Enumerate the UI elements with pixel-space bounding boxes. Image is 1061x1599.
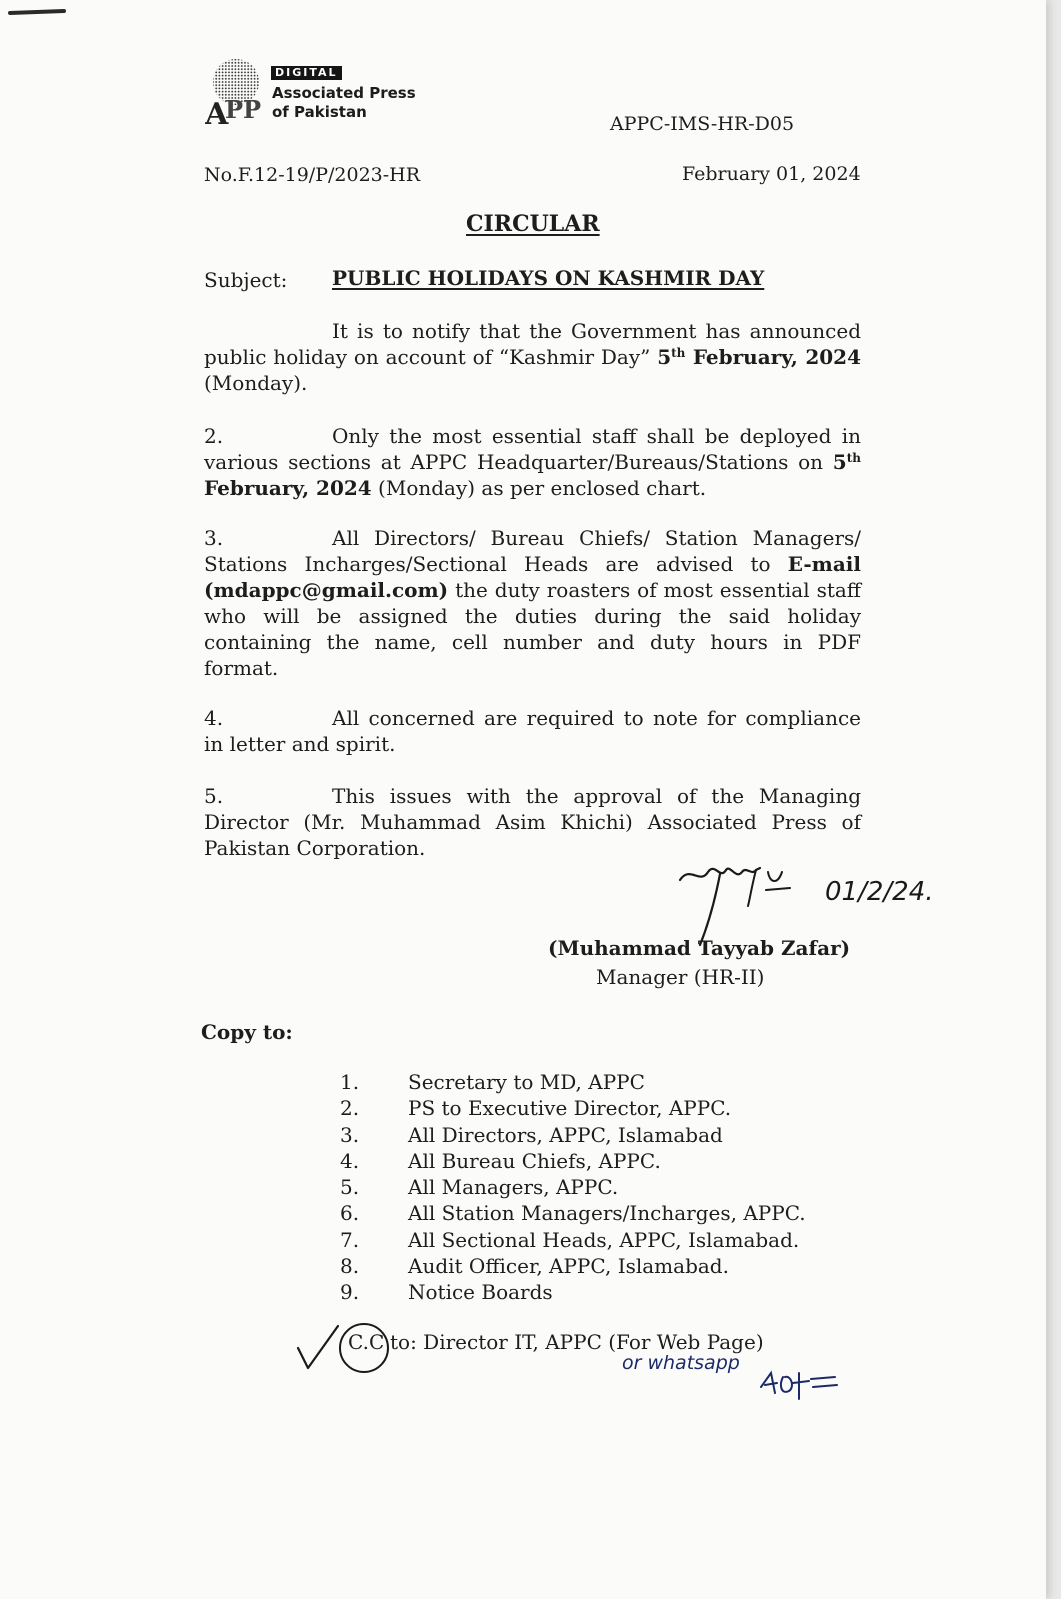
logo-org-line1: Associated Press (272, 84, 416, 102)
document-date: February 01, 2024 (682, 163, 861, 185)
list-item-number: 1. (340, 1070, 360, 1094)
logo-digital-label: DIGITAL (271, 66, 342, 80)
cc-line (300, 1330, 764, 1354)
list-item (340, 1174, 806, 1200)
list-item-text: Secretary to MD, APPC (408, 1070, 645, 1094)
list-item (340, 1279, 806, 1305)
signatory-title: Manager (HR-II) (596, 965, 765, 989)
svg-text:A: A (205, 97, 229, 128)
p5-text: This issues with the approval of the Managing Director (Mr. Muhammad Asim Khichi) Associated Press of Pakistan Corporation. (204, 784, 861, 860)
list-item (340, 1095, 806, 1121)
list-item (340, 1122, 806, 1148)
p1-text1: It is to notify that the Government has announced public holiday on account of “Kashmir Day” (204, 319, 861, 369)
signatory-name: (Muhammad Tayyab Zafar) (548, 936, 851, 960)
p4-number: 4. (204, 706, 224, 730)
paragraph-1 (204, 318, 861, 396)
logo-org-line2: of Pakistan (272, 103, 367, 121)
list-item (340, 1253, 806, 1279)
list-item (340, 1200, 806, 1226)
p2-date-num: 5 (832, 450, 847, 474)
p2-text1: Only the most essential staff shall be deployed in various sections at APPC Headquarter/Bureaus/Stations on (204, 424, 861, 474)
list-item (340, 1227, 806, 1253)
copy-to-label: Copy to: (201, 1020, 293, 1044)
cc-text: to: Director IT, APPC (For Web Page) (390, 1330, 764, 1354)
list-item (340, 1069, 806, 1095)
paragraph-4 (204, 705, 861, 757)
paragraph-3 (204, 525, 861, 681)
signature-date: 01/2/24. (825, 877, 934, 907)
p2-number: 2. (204, 424, 224, 448)
list-item (340, 1148, 806, 1174)
list-item-text: All Bureau Chiefs, APPC. (408, 1148, 661, 1173)
list-item-number: 2. (340, 1096, 360, 1121)
list-item-text: All Sectional Heads, APPC, Islamabad. (408, 1227, 800, 1252)
p1-date-num: 5 (657, 345, 672, 369)
svg-text:PP: PP (225, 95, 262, 124)
p3-number: 3. (204, 526, 224, 550)
p2-text2: (Monday) as per enclosed chart. (371, 476, 707, 500)
list-item-number: 9. (340, 1280, 360, 1305)
list-item-number: 7. (340, 1227, 360, 1252)
globe-icon (205, 58, 267, 128)
file-number: No.F.12-19/P/2023-HR (204, 164, 421, 186)
scan-mark (8, 9, 66, 15)
subject-label: Subject: (204, 268, 288, 292)
list-item-number: 6. (340, 1201, 360, 1226)
app-logo (205, 58, 425, 130)
list-item-number: 4. (340, 1148, 360, 1173)
p3-email: E-mail (mdappc@gmail.com) (204, 552, 861, 602)
handwritten-note: or whatsapp (622, 1352, 740, 1374)
p4-text: All concerned are required to note for compliance in letter and spirit. (204, 706, 861, 756)
cc-prefix: C.C (348, 1330, 385, 1354)
initials-signature (755, 1365, 840, 1405)
list-item-text: All Station Managers/Incharges, APPC. (408, 1201, 806, 1226)
p2-date-sup: th (846, 451, 861, 465)
p5-number: 5. (204, 784, 224, 808)
list-item-text: All Managers, APPC. (408, 1175, 619, 1200)
p1-date-rest: February, 2024 (685, 345, 861, 369)
page-title: CIRCULAR (466, 211, 600, 237)
list-item-number: 5. (340, 1175, 360, 1200)
p1-text2: (Monday). (204, 371, 308, 395)
list-item-text: PS to Executive Director, APPC. (408, 1096, 732, 1121)
p3-text1: All Directors/ Bureau Chiefs/ Station Managers/ Stations Incharges/Sectional Heads are advised to (204, 526, 861, 576)
list-item-text: All Directors, APPC, Islamabad (408, 1122, 723, 1147)
p3-text2: the duty roasters of most essential staff who will be assigned the duties during the said holiday containing the name, cell number and duty hours in PDF format. (204, 578, 861, 680)
p2-date-rest: February, 2024 (204, 476, 372, 500)
subject-text: PUBLIC HOLIDAYS ON KASHMIR DAY (332, 266, 765, 290)
paragraph-2 (204, 423, 861, 501)
p1-date-sup: th (671, 346, 686, 360)
list-item-number: 8. (340, 1254, 360, 1279)
list-item-text: Audit Officer, APPC, Islamabad. (408, 1254, 729, 1279)
copy-to-list (340, 1069, 806, 1306)
list-item-number: 3. (340, 1122, 360, 1147)
document-code: APPC-IMS-HR-D05 (610, 113, 795, 135)
list-item-text: Notice Boards (408, 1280, 553, 1305)
